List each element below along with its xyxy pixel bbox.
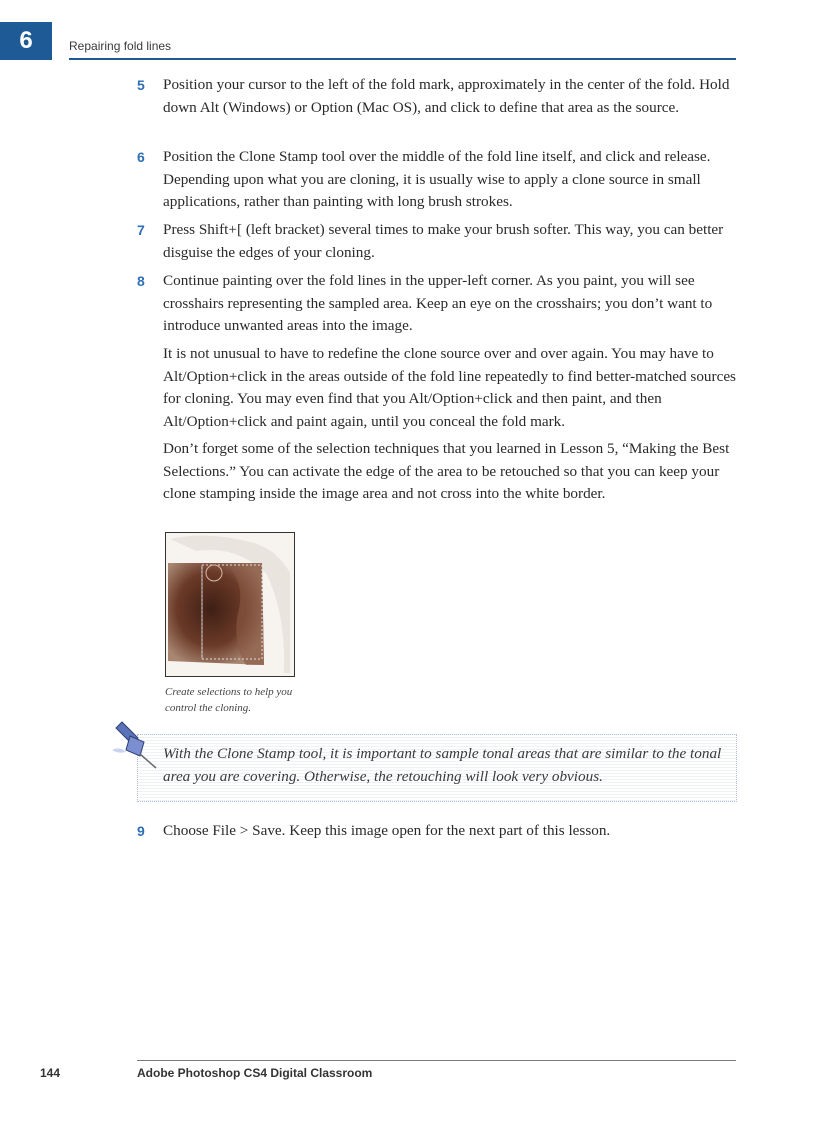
step-7	[137, 219, 737, 264]
step-6	[137, 146, 737, 214]
step-text: Continue painting over the fold lines in the upper-left corner. As you paint, you will see crosshairs representing the sampled area. Keep an eye on the crosshairs; you don’t want to introduce unwanted areas into the image.	[163, 272, 713, 334]
step-text: Choose File > Save. Keep this image open for the next part of this lesson.	[163, 822, 611, 839]
step-8	[137, 270, 737, 338]
section-title: Repairing fold lines	[69, 39, 172, 53]
step-number: 7	[137, 222, 145, 238]
tip-text: With the Clone Stamp tool, it is important to sample tonal areas that are similar to the tonal area you are covering. Otherwise, the retouching will look very obvious.	[163, 745, 722, 785]
step-text: Position your cursor to the left of the fold mark, approximately in the center of the fold. Hold down Alt (Windows) or Option (Mac OS), and click to define that area as the source.	[163, 76, 730, 116]
body-paragraph: Don’t forget some of the selection techniques that you learned in Lesson 5, “Making the Best Selections.” You can activate the edge of the area to be retouched so that you can keep your clone stamping inside the image area and not cross into the white border.	[163, 440, 730, 502]
figure-image	[165, 532, 295, 677]
step-number: 8	[137, 273, 145, 289]
book-title: Adobe Photoshop CS4 Digital Classroom	[137, 1066, 373, 1080]
figure-caption: Create selections to help you control the cloning.	[165, 686, 293, 714]
step-number: 9	[137, 823, 145, 839]
header-divider	[69, 58, 736, 60]
step-9	[137, 820, 737, 843]
step-text: Press Shift+[ (left bracket) several times to make your brush softer. This way, you can better disguise the edges of your cloning.	[163, 221, 724, 261]
retouch-photo	[166, 533, 294, 676]
pushpin-icon	[112, 720, 162, 772]
step-number: 5	[137, 77, 145, 93]
step-text: Position the Clone Stamp tool over the middle of the fold line itself, and click and release. Depending upon what you are cloning, it is usually wise to apply a clone source in small applications, rather than painting with long brush strokes.	[163, 148, 711, 210]
step-number: 6	[137, 149, 145, 165]
page-number: 144	[40, 1066, 61, 1080]
chapter-number-tab: 6	[0, 22, 52, 60]
body-paragraph: It is not unusual to have to redefine the clone source over and over again. You may have to Alt/Option+click in the areas outside of the fold line repeatedly to find better-matched sources for cloning. You may even find that you Alt/Option+click and then paint, and then Alt/Option+click and paint again, until you conceal the fold mark.	[163, 345, 736, 430]
footer-divider	[137, 1060, 736, 1061]
step-5	[137, 74, 737, 119]
